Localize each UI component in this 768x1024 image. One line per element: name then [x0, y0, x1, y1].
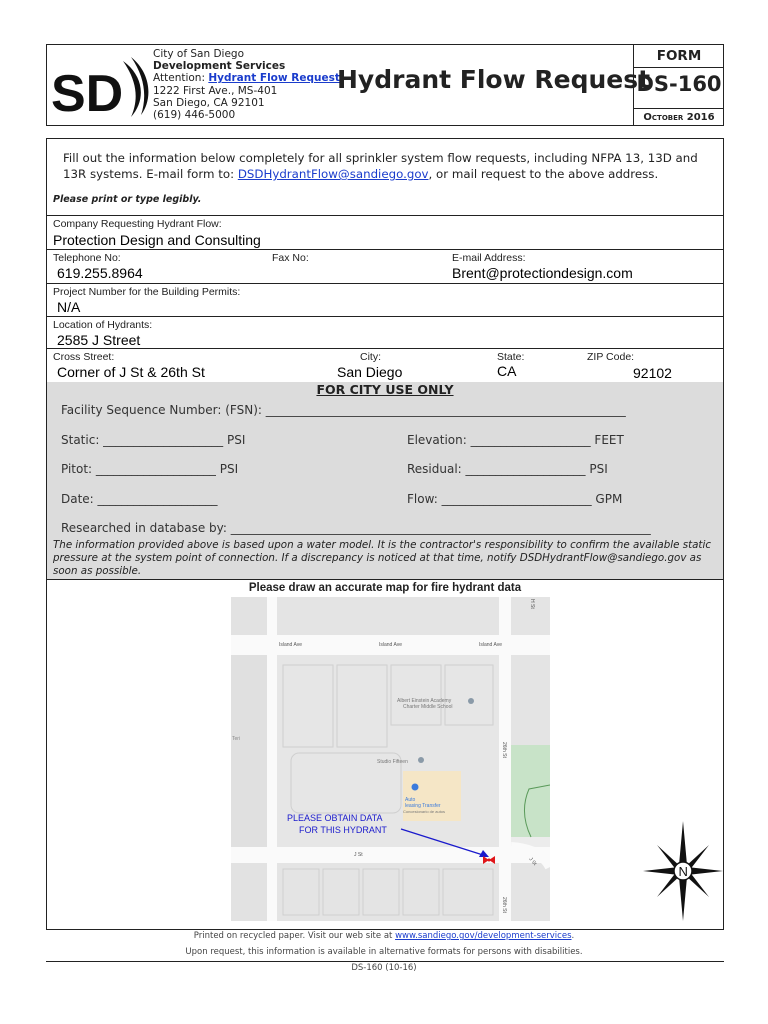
svg-text:leasing Transfer: leasing Transfer [405, 803, 441, 809]
intro-text: Fill out the information below completely for all sprinkler system flow requests, including NFPA 13, 13D and 13R systems. E-mail form to: DSDHydrantFlow@sandiego.gov, or mail request to the above address. [63, 151, 698, 181]
svg-text:Island Ave: Island Ave [279, 642, 302, 648]
elevation-line: Elevation: ____________________ FEET [407, 433, 624, 447]
location-label: Location of Hydrants: [53, 319, 153, 331]
form-id-box [633, 45, 724, 125]
svg-text:J St: J St [354, 852, 363, 858]
city-use-title: FOR CITY USE ONLY [316, 382, 454, 397]
date-line: Date: ____________________ [61, 492, 218, 506]
form-body [46, 138, 724, 930]
cross-street-field[interactable]: Corner of J St & 26th St [57, 364, 205, 380]
footer-accessibility-line: Upon request, this information is available in alternative formats for persons with disabilities. [185, 947, 583, 957]
cross-street-row [47, 349, 723, 382]
location-row [47, 317, 723, 349]
hydrant-annotation-line1: PLEASE OBTAIN DATA [287, 813, 383, 823]
intro-section [47, 139, 723, 216]
email-field[interactable]: Brent@protectiondesign.com [452, 265, 633, 281]
water-model-note: The information provided above is based upon a water model. It is the contractor's responsibility to confirm the available static pressure at the system point of connection. If a discrepancy is noticed at that time, notify DSDHydrantFlow@sandiego.gov as soon as possible. [53, 539, 711, 577]
svg-text:Studio Fifteen: Studio Fifteen [377, 759, 408, 765]
north-compass-icon [643, 821, 723, 921]
legibly-note: Please print or type legibly. [53, 194, 202, 205]
project-field[interactable]: N/A [57, 299, 81, 315]
footer-website-line: Printed on recycled paper. Visit our web site at www.sandiego.gov/development-services. [193, 931, 575, 941]
cross-street-label: Cross Street: [53, 351, 115, 363]
city-label: City: [360, 351, 381, 363]
city-field[interactable]: San Diego [337, 364, 403, 380]
svg-text:Charter Middle School: Charter Middle School [403, 704, 453, 710]
form-number: DS-160 [636, 72, 722, 96]
form-label: FORM [634, 48, 724, 68]
city-name: City of San Diego [153, 48, 245, 60]
footer-form-code: DS-160 (10-16) [351, 963, 417, 973]
fax-label: Fax No: [272, 252, 309, 264]
svg-text:Teri: Teri [232, 736, 241, 742]
department-name: Development Services [153, 60, 286, 73]
pitot-line: Pitot: ____________________ PSI [61, 462, 239, 476]
footer-divider [46, 961, 724, 962]
attention-label: Attention: [153, 72, 205, 85]
zip-label: ZIP Code: [587, 351, 635, 363]
telephone-label: Telephone No: [53, 252, 121, 264]
project-label: Project Number for the Building Permits: [53, 286, 241, 298]
company-field[interactable]: Protection Design and Consulting [53, 232, 261, 248]
city-logo [51, 55, 151, 121]
state-field[interactable]: CA [497, 363, 517, 379]
form-date: October 2016 [634, 108, 724, 123]
svg-text:Island Ave: Island Ave [379, 642, 402, 648]
compass-label: N [678, 864, 688, 879]
hydrant-annotation-line2: FOR THIS HYDRANT [299, 825, 387, 835]
flow-line: Flow: _________________________ GPM [407, 492, 623, 506]
map-section [47, 581, 723, 929]
email-label: E-mail Address: [452, 252, 526, 264]
residual-line: Residual: ____________________ PSI [407, 462, 608, 476]
svg-text:H St: H St [529, 599, 535, 609]
svg-text:Island Ave: Island Ave [479, 642, 502, 648]
city-use-section [47, 382, 723, 580]
form-header [46, 44, 724, 126]
zip-field[interactable]: 92102 [633, 365, 672, 381]
researched-line: Researched in database by: ______________________________________________________________________ [61, 521, 651, 535]
telephone-field[interactable]: 619.255.8964 [57, 265, 143, 281]
fsn-line: Facility Sequence Number: (FSN): ____________________________________________________________ [61, 403, 626, 417]
phone-number: (619) 446-5000 [153, 109, 236, 122]
svg-text:26th St: 26th St [501, 897, 507, 913]
svg-text:J St: J St [527, 856, 538, 867]
static-line: Static: ____________________ PSI [61, 433, 246, 447]
intro-email-link[interactable]: DSDHydrantFlow@sandiego.gov [237, 167, 429, 181]
state-label: State: [497, 351, 525, 363]
attention-link[interactable]: Hydrant Flow Request [208, 72, 340, 85]
contact-row [47, 250, 723, 284]
map-title: Please draw an accurate map for fire hydrant data [248, 582, 522, 594]
project-row [47, 284, 723, 317]
location-field[interactable]: 2585 J Street [57, 332, 141, 348]
svg-text:Albert Einstein Academy: Albert Einstein Academy [397, 698, 452, 704]
company-label: Company Requesting Hydrant Flow: [53, 218, 222, 230]
address-line-2: San Diego, CA 92101 [153, 96, 265, 109]
company-row [47, 216, 723, 250]
website-link[interactable]: www.sandiego.gov/development-services [395, 931, 572, 941]
hydrant-map [231, 597, 550, 921]
svg-text:26th St: 26th St [501, 742, 507, 758]
address-line-1: 1222 First Ave., MS-401 [153, 84, 278, 97]
logo-text: SD [51, 65, 124, 121]
svg-text:Concesionario de autos: Concesionario de autos [403, 809, 446, 814]
address-block [153, 48, 340, 121]
form-title: Hydrant Flow Request [337, 65, 651, 94]
svg-text:Auto: Auto [405, 797, 416, 803]
